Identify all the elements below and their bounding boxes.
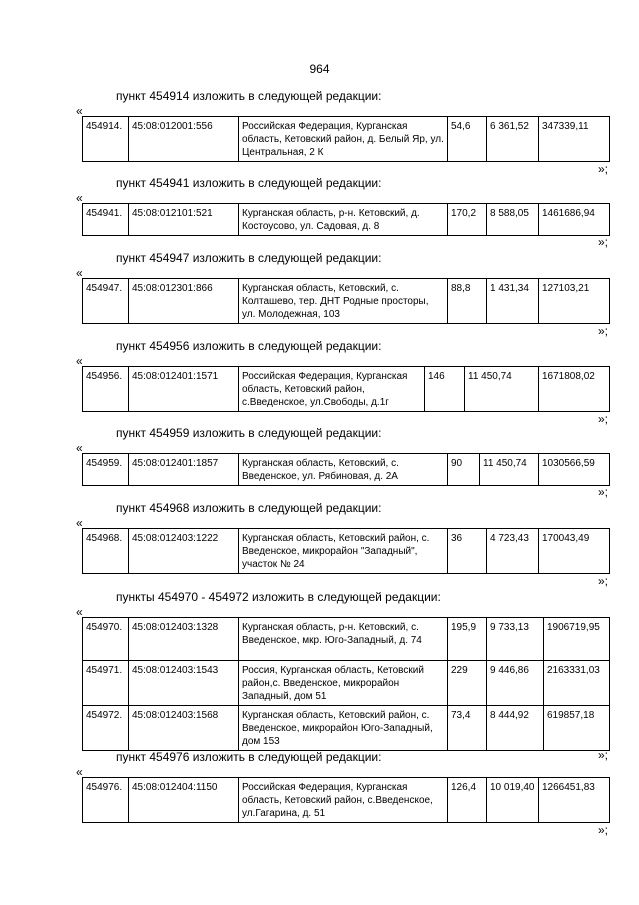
property-table	[82, 777, 610, 823]
cell-area: 195,9	[448, 618, 487, 661]
closing-quote: »;	[598, 574, 609, 588]
property-table	[82, 366, 610, 412]
page-number: 964	[309, 62, 330, 76]
cell-row-number: 454947.	[83, 279, 129, 324]
property-table	[82, 278, 610, 324]
cell-value: 127103,21	[539, 279, 610, 324]
section-heading: пункты 454970 - 454972 изложить в следующей редакции:	[116, 590, 441, 604]
property-table	[82, 528, 610, 574]
section-heading: пункт 454968 изложить в следующей редакции:	[116, 501, 382, 515]
table-row	[83, 529, 610, 574]
table-row	[83, 367, 610, 412]
cell-cadastral-number: 45:08:012403:1543	[129, 661, 239, 706]
section-heading: пункт 454976 изложить в следующей редакции:	[116, 750, 382, 764]
cell-area: 90	[448, 454, 480, 486]
cell-value: 170043,49	[539, 529, 610, 574]
opening-quote: «	[76, 354, 83, 368]
opening-quote: «	[76, 765, 83, 779]
table-row	[83, 706, 610, 751]
opening-quote: «	[76, 441, 83, 455]
opening-quote: «	[76, 104, 83, 118]
closing-quote: »;	[598, 162, 609, 176]
cell-row-number: 454971.	[83, 661, 129, 706]
cell-rate: 8 588,05	[487, 204, 539, 236]
cell-area: 36	[448, 529, 487, 574]
cell-cadastral-number: 45:08:012403:1328	[129, 618, 239, 661]
cell-rate: 11 450,74	[465, 367, 539, 412]
cell-value: 2163331,03	[544, 661, 610, 706]
cell-rate: 6 361,52	[487, 117, 539, 162]
opening-quote: «	[76, 516, 83, 530]
cell-address: Курганская область, Кетовский, с. Колташево, тер. ДНТ Родные просторы, ул. Молодежная, 103	[239, 279, 448, 324]
section-heading: пункт 454914 изложить в следующей редакции:	[116, 89, 382, 103]
cell-rate: 1 431,34	[487, 279, 539, 324]
section-heading: пункт 454959 изложить в следующей редакции:	[116, 426, 382, 440]
cell-cadastral-number: 45:08:012301:866	[129, 279, 239, 324]
cell-value: 1906719,95	[544, 618, 610, 661]
cell-area: 170,2	[448, 204, 487, 236]
cell-cadastral-number: 45:08:012403:1222	[129, 529, 239, 574]
cell-row-number: 454914.	[83, 117, 129, 162]
cell-address: Россия, Курганская область, Кетовский район,с. Введенское, микрорайон Западный, дом 51	[239, 661, 448, 706]
table-row	[83, 204, 610, 236]
cell-area: 126,4	[448, 778, 487, 823]
cell-cadastral-number: 45:08:012001:556	[129, 117, 239, 162]
cell-address: Российская Федерация, Курганская область, Кетовский район, д. Белый Яр, ул. Центральная, 2 К	[239, 117, 448, 162]
section-heading: пункт 454941 изложить в следующей редакции:	[116, 176, 382, 190]
cell-rate: 9 733,13	[487, 618, 544, 661]
cell-row-number: 454968.	[83, 529, 129, 574]
cell-area: 146	[425, 367, 465, 412]
cell-rate: 10 019,40	[487, 778, 539, 823]
cell-rate: 11 450,74	[480, 454, 539, 486]
section-heading: пункт 454956 изложить в следующей редакции:	[116, 339, 382, 353]
cell-value: 619857,18	[544, 706, 610, 751]
cell-value: 1266451,83	[539, 778, 610, 823]
table-row	[83, 279, 610, 324]
property-table	[82, 453, 610, 486]
cell-row-number: 454941.	[83, 204, 129, 236]
closing-quote: »;	[598, 412, 609, 426]
cell-rate: 4 723,43	[487, 529, 539, 574]
table-row	[83, 117, 610, 162]
cell-cadastral-number: 45:08:012403:1568	[129, 706, 239, 751]
cell-cadastral-number: 45:08:012101:521	[129, 204, 239, 236]
cell-address: Курганская область, р-н. Кетовский, с. Введенское, мкр. Юго-Западный, д. 74	[239, 618, 448, 661]
cell-row-number: 454972.	[83, 706, 129, 751]
cell-area: 229	[448, 661, 487, 706]
cell-row-number: 454976.	[83, 778, 129, 823]
closing-quote: »;	[598, 485, 609, 499]
cell-cadastral-number: 45:08:012401:1571	[129, 367, 239, 412]
closing-quote: »;	[598, 823, 609, 837]
cell-area: 73,4	[448, 706, 487, 751]
opening-quote: «	[76, 605, 83, 619]
cell-address: Курганская область, Кетовский район, с. Введенское, микрорайон "Западный", участок № 24	[239, 529, 448, 574]
cell-address: Российская Федерация, Курганская область, Кетовский район, с.Введенское, ул.Свободы, д.1г	[239, 367, 425, 412]
property-table	[82, 617, 610, 751]
closing-quote: »;	[598, 324, 609, 338]
table-row	[83, 454, 610, 486]
opening-quote: «	[76, 191, 83, 205]
cell-cadastral-number: 45:08:012404:1150	[129, 778, 239, 823]
property-table	[82, 203, 610, 236]
cell-address: Курганская область, Кетовский, с. Введенское, ул. Рябиновая, д. 2А	[239, 454, 448, 486]
table-row	[83, 618, 610, 661]
cell-address: Курганская область, Кетовский район, с. Введенское, микрорайон Юго-Западный, дом 153	[239, 706, 448, 751]
section-heading: пункт 454947 изложить в следующей редакции:	[116, 251, 382, 265]
table-row	[83, 661, 610, 706]
cell-value: 347339,11	[539, 117, 610, 162]
property-table	[82, 116, 610, 162]
cell-cadastral-number: 45:08:012401:1857	[129, 454, 239, 486]
cell-address: Российская Федерация, Курганская область, Кетовский район, с.Введенское, ул.Гагарина, д. 51	[239, 778, 448, 823]
opening-quote: «	[76, 266, 83, 280]
cell-row-number: 454970.	[83, 618, 129, 661]
table-row	[83, 778, 610, 823]
cell-row-number: 454956.	[83, 367, 129, 412]
cell-area: 54,6	[448, 117, 487, 162]
closing-quote: »;	[598, 748, 609, 762]
cell-area: 88,8	[448, 279, 487, 324]
cell-row-number: 454959.	[83, 454, 129, 486]
cell-value: 1671808,02	[539, 367, 610, 412]
cell-rate: 9 446,86	[487, 661, 544, 706]
cell-rate: 8 444,92	[487, 706, 544, 751]
closing-quote: »;	[598, 235, 609, 249]
cell-value: 1030566,59	[539, 454, 610, 486]
cell-value: 1461686,94	[539, 204, 610, 236]
cell-address: Курганская область, р-н. Кетовский, д. Костоусово, ул. Садовая, д. 8	[239, 204, 448, 236]
